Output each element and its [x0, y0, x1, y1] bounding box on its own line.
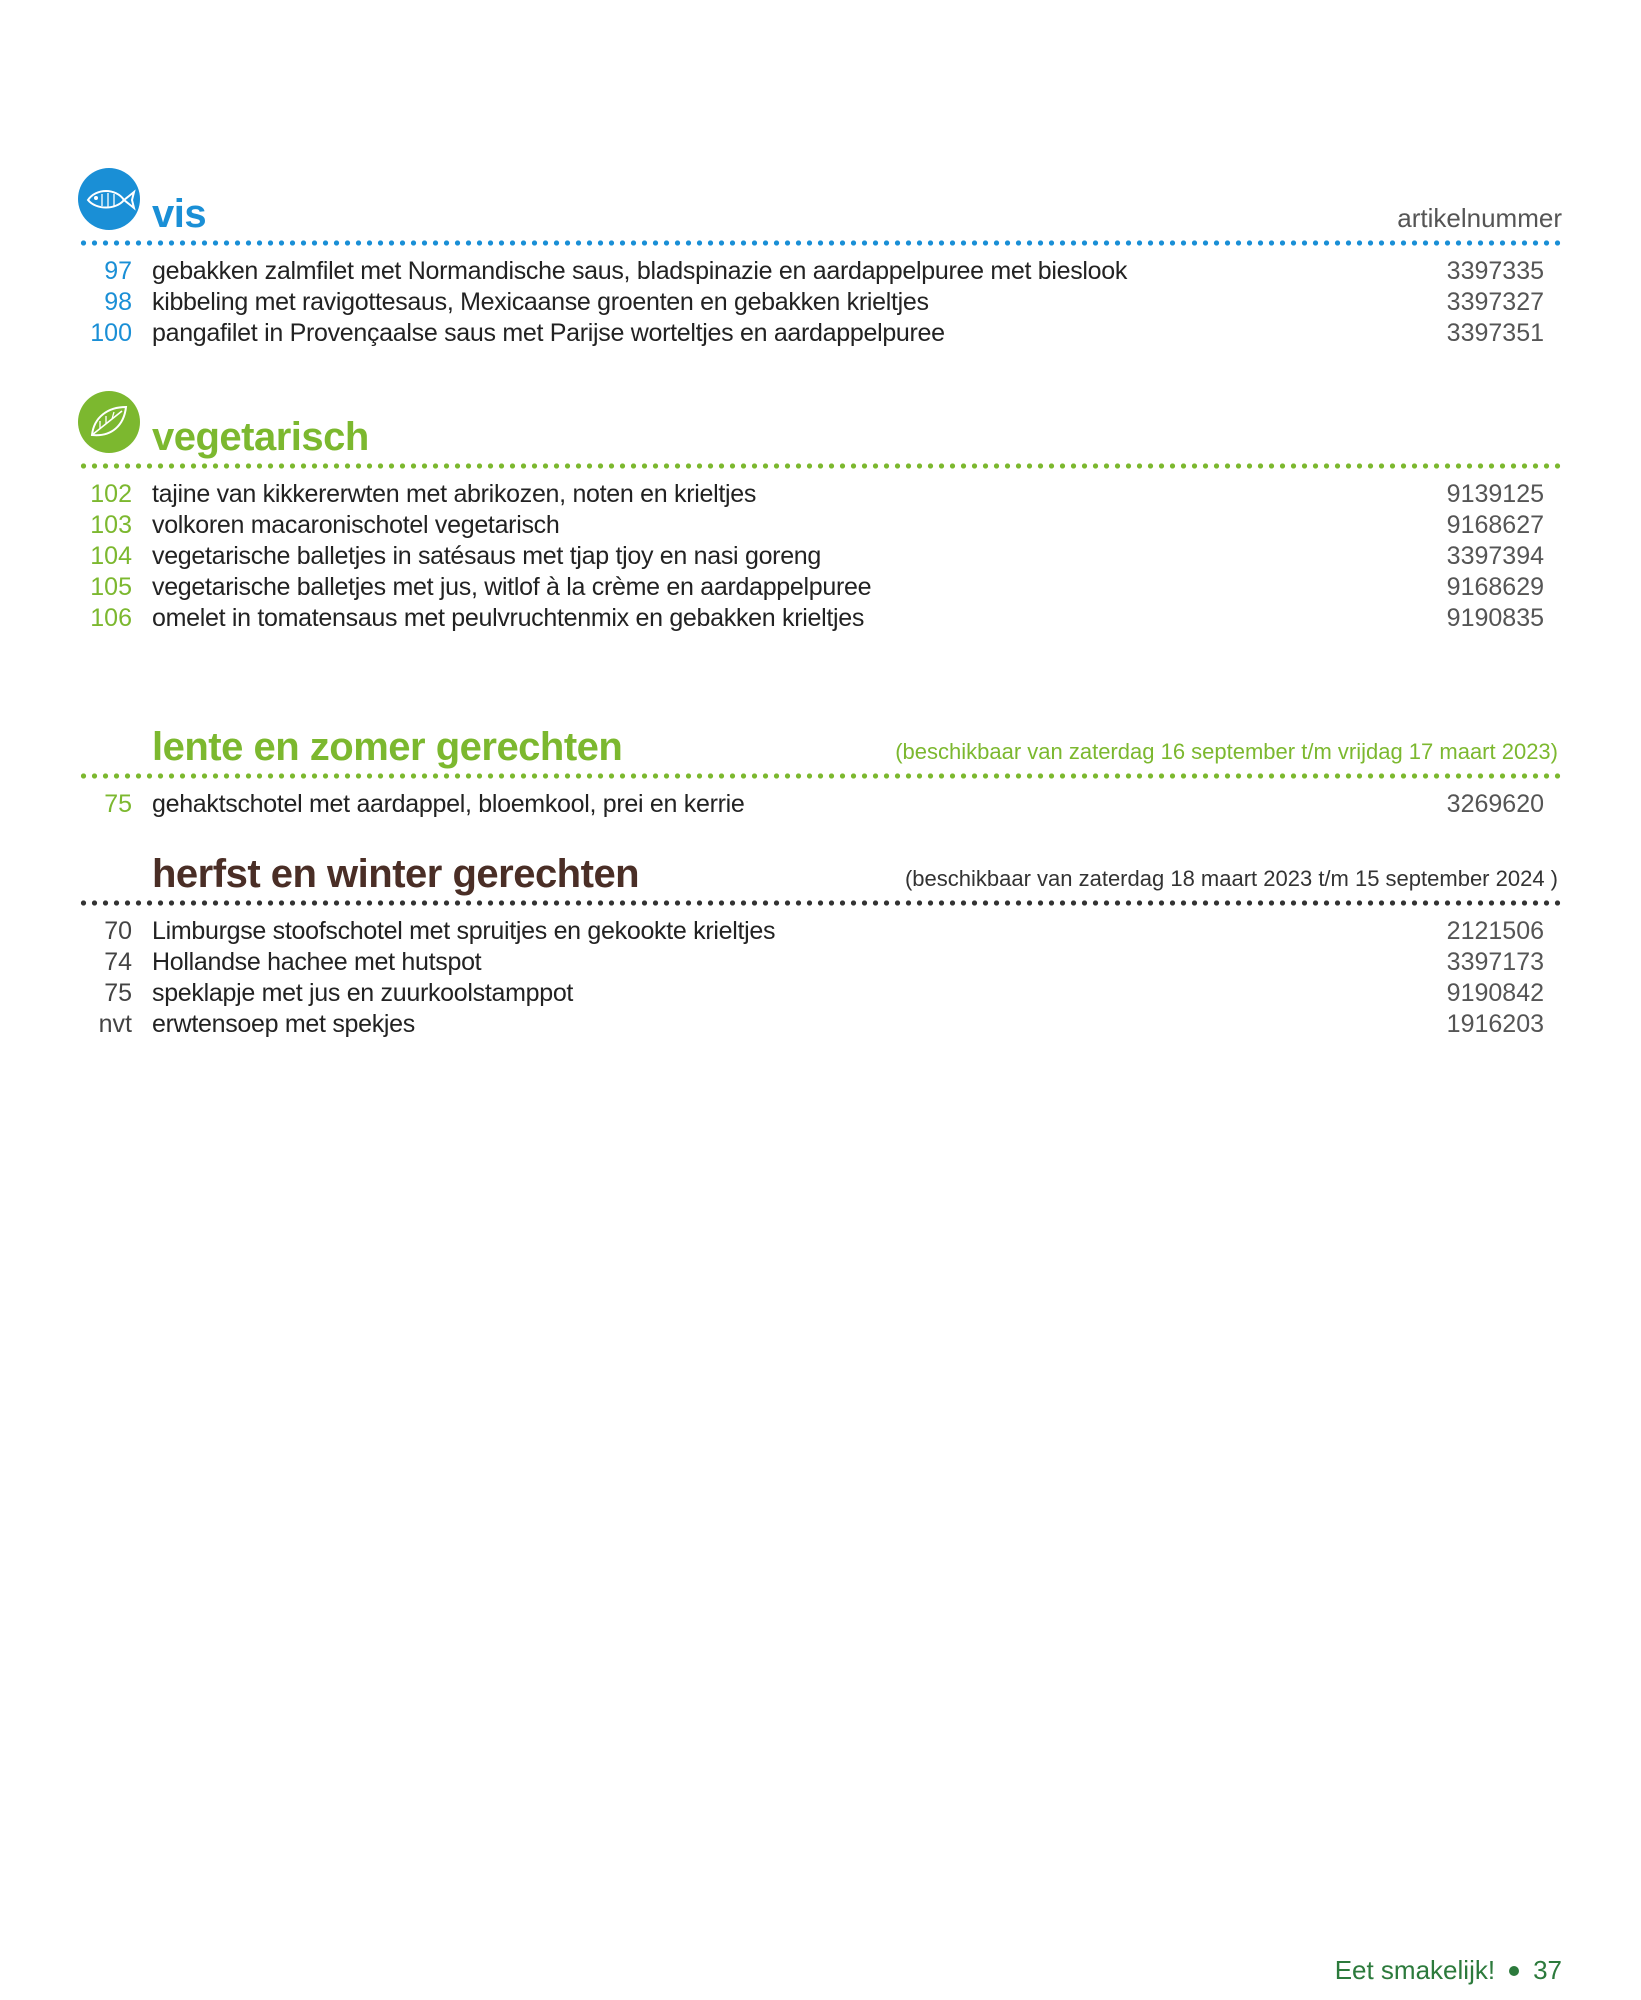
item-description: vegetarische balletjes met jus, witlof à la crème en aardappelpuree	[152, 573, 872, 601]
bullet-icon	[1509, 1966, 1519, 1976]
list-item	[78, 947, 1562, 978]
item-number: 70	[104, 917, 132, 945]
item-description: speklapje met jus en zuurkoolstamppot	[152, 979, 574, 1007]
availability-note: (beschikbaar van zaterdag 16 september t/m vrijdag 17 maart 2023)	[895, 739, 1558, 764]
page-footer	[1335, 1955, 1562, 1986]
item-description: gehaktschotel met aardappel, bloemkool, prei en kerrie	[152, 790, 745, 818]
item-description: Hollandse hachee met hutspot	[152, 948, 482, 976]
item-article-number: 1916203	[1446, 1010, 1544, 1038]
item-article-number: 9139125	[1446, 480, 1544, 508]
item-number: 102	[90, 480, 132, 508]
list-item	[78, 1009, 1562, 1040]
section-title: vegetarisch	[152, 415, 369, 459]
item-number: 74	[104, 948, 132, 976]
availability-note: (beschikbaar van zaterdag 18 maart 2023 t/m 15 september 2024 )	[904, 866, 1558, 891]
item-number: 97	[104, 257, 132, 285]
item-article-number: 3397327	[1446, 288, 1544, 316]
list-item	[78, 541, 1562, 572]
fish-icon	[78, 168, 140, 230]
column-label-artikelnummer: artikelnummer	[1397, 203, 1562, 233]
item-number: 100	[90, 319, 132, 347]
section-title: lente en zomer gerechten	[152, 725, 623, 769]
dotted-divider	[78, 240, 1562, 246]
list-item	[78, 510, 1562, 541]
list-item	[78, 287, 1562, 318]
item-number: 75	[104, 979, 132, 1007]
list-item	[78, 256, 1562, 287]
item-article-number: 9190842	[1446, 979, 1544, 1007]
item-number: 106	[90, 604, 132, 632]
section-title: vis	[152, 192, 207, 236]
item-number: nvt	[98, 1010, 132, 1038]
item-article-number: 9168627	[1446, 511, 1544, 539]
leaf-icon	[78, 391, 140, 453]
item-article-number: 3397335	[1446, 257, 1544, 285]
item-article-number: 3269620	[1446, 790, 1544, 818]
list-item	[78, 479, 1562, 510]
section-vegetarisch	[78, 383, 1562, 634]
item-number: 104	[90, 542, 132, 570]
list-item	[78, 318, 1562, 349]
item-number: 105	[90, 573, 132, 601]
section-vis	[78, 160, 1562, 349]
list-item	[78, 572, 1562, 603]
item-article-number: 9190835	[1446, 604, 1544, 632]
item-description: erwtensoep met spekjes	[152, 1010, 415, 1038]
item-description: Limburgse stoofschotel met spruitjes en gekookte krieltjes	[152, 917, 776, 945]
item-number: 98	[104, 288, 132, 316]
section-herfst-winter	[78, 820, 1562, 1040]
list-item	[78, 603, 1562, 634]
dotted-divider	[78, 463, 1562, 469]
item-article-number: 3397173	[1446, 948, 1544, 976]
item-description: omelet in tomatensaus met peulvruchtenmix en gebakken krieltjes	[152, 604, 865, 632]
item-description: vegetarische balletjes in satésaus met tjap tjoy en nasi goreng	[152, 542, 822, 570]
list-item	[78, 978, 1562, 1009]
dotted-divider	[78, 900, 1562, 906]
list-item	[78, 789, 1562, 820]
item-description: gebakken zalmfilet met Normandische saus, bladspinazie en aardappelpuree met bieslook	[152, 257, 1128, 285]
item-number: 103	[90, 511, 132, 539]
item-number: 75	[104, 790, 132, 818]
item-description: pangafilet in Provençaalse saus met Parijse worteltjes en aardappelpuree	[152, 319, 945, 347]
section-title: herfst en winter gerechten	[152, 852, 640, 896]
item-description: volkoren macaronischotel vegetarisch	[152, 511, 560, 539]
item-description: kibbeling met ravigottesaus, Mexicaanse groenten en gebakken krieltjes	[152, 288, 929, 316]
item-article-number: 3397351	[1446, 319, 1544, 347]
item-article-number: 9168629	[1446, 573, 1544, 601]
list-item	[78, 916, 1562, 947]
dotted-divider	[78, 773, 1562, 779]
footer-slogan: Eet smakelijk!	[1334, 1955, 1496, 1985]
item-description: tajine van kikkererwten met abrikozen, noten en krieltjes	[152, 480, 757, 508]
page-number: 37	[1533, 1955, 1562, 1985]
section-lente-zomer	[78, 693, 1562, 820]
item-article-number: 3397394	[1446, 542, 1544, 570]
item-article-number: 2121506	[1446, 917, 1544, 945]
